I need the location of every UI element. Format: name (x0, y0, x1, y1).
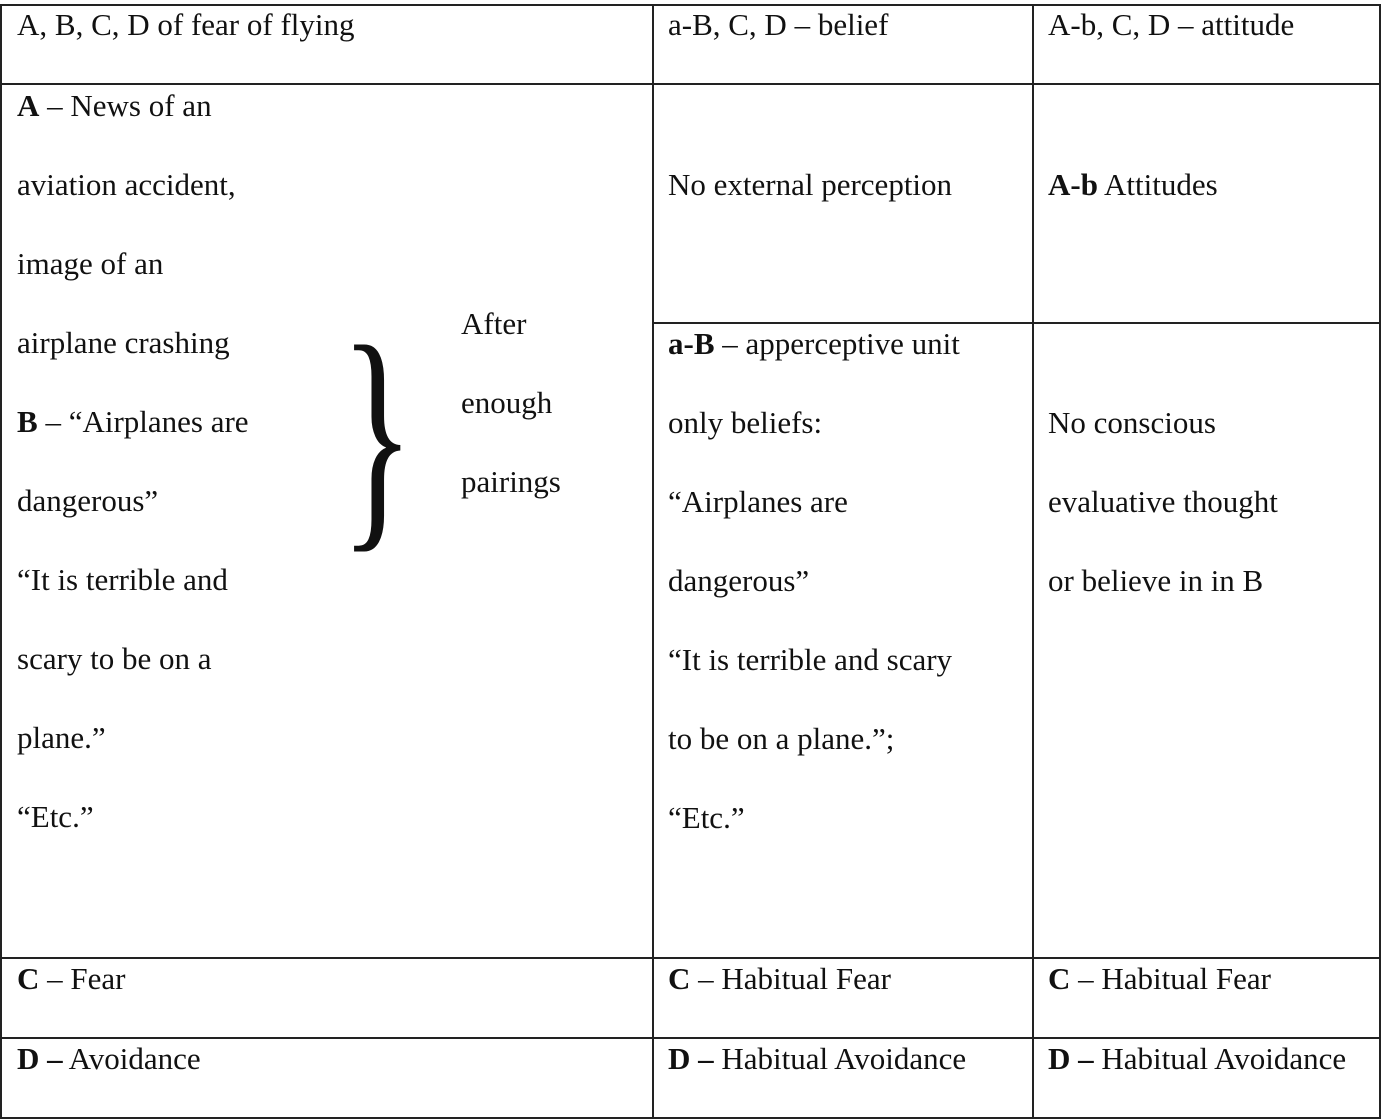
col1-b-line-5: plane.” (17, 720, 106, 755)
col2-lower-cell (668, 304, 960, 857)
col1-b-text: – “Airplanes are (37, 404, 249, 439)
c-row-col2 (668, 959, 891, 999)
after-line-3: pairings (461, 464, 561, 499)
header-col3: A-b, C, D – attitude (1048, 7, 1295, 42)
col2-ab-line-6: to be on a plane.”; (668, 721, 895, 756)
col2-ab-line-4: dangerous” (668, 563, 810, 598)
col3-ab-text: Attitudes (1097, 167, 1218, 202)
col2-ab-label: a-B (668, 326, 715, 361)
col2-ab-line-1 (668, 304, 960, 383)
c-row-col2-text: – Habitual Fear (690, 961, 891, 996)
d-row-col3-text: Habitual Avoidance (1093, 1041, 1347, 1076)
table-divider-col3 (1032, 4, 1034, 1119)
col3-lower-line-3: or believe in in B (1048, 563, 1264, 598)
table-divider-col2 (652, 4, 654, 1119)
c-row-col2-label: C (668, 961, 691, 996)
c-row-col1 (17, 959, 125, 999)
d-row-col1-text: Avoidance (62, 1041, 201, 1076)
d-row-col2-label: D – (668, 1041, 714, 1076)
col3-ab-label: A-b (1048, 167, 1098, 202)
col2-ab-text: – apperceptive unit (714, 326, 960, 361)
c-row-col3 (1048, 959, 1271, 999)
c-row-col3-text: – Habitual Fear (1070, 961, 1271, 996)
col1-b-line-2: dangerous” (17, 483, 159, 518)
c-row-col3-label: C (1048, 961, 1071, 996)
d-row-col3 (1048, 1039, 1346, 1079)
c-row-col1-label: C (17, 961, 40, 996)
col1-b-label: B (17, 404, 38, 439)
d-row-col3-label: D – (1048, 1041, 1094, 1076)
col1-a-label: A (17, 88, 40, 123)
c-row-col1-text: – Fear (39, 961, 126, 996)
col1-b-line-1 (17, 382, 249, 461)
header-col1: A, B, C, D of fear of flying (17, 7, 355, 42)
table-border-left (0, 4, 2, 1119)
col1-body (17, 66, 249, 856)
col2-ab-line-2: only beliefs: (668, 405, 823, 440)
col3-top-cell (1048, 145, 1218, 224)
col1-a-line-2: aviation accident, (17, 167, 236, 202)
col3-lower-cell (1048, 383, 1278, 620)
after-line-1: After (461, 306, 527, 341)
after-line-2: enough (461, 385, 553, 420)
col3-lower-line-1: No conscious (1048, 405, 1216, 440)
col2-top-cell (668, 145, 952, 224)
col1-a-text: – News of an (39, 88, 212, 123)
d-row-col2-text: Habitual Avoidance (713, 1041, 967, 1076)
col2-ab-line-3: “Airplanes are (668, 484, 848, 519)
col1-b-line-6: “Etc.” (17, 799, 94, 834)
col1-b-line-3: “It is terrible and (17, 562, 228, 597)
table-border-bottom (0, 1117, 1381, 1119)
col2-ab-line-7: “Etc.” (668, 800, 745, 835)
d-row-col1-label: D – (17, 1041, 63, 1076)
after-pairings-note (461, 284, 561, 521)
header-col2: a-B, C, D – belief (668, 7, 889, 42)
col2-top-text: No external perception (668, 167, 953, 202)
col1-a-line-3: image of an (17, 246, 164, 281)
col2-ab-line-5: “It is terrible and scary (668, 642, 953, 677)
col3-lower-line-2: evaluative thought (1048, 484, 1278, 519)
col1-a-line-4: airplane crashing (17, 325, 230, 360)
col1-a-line-1 (17, 66, 249, 145)
curly-brace: } (340, 296, 415, 573)
d-row-col1 (17, 1039, 201, 1079)
d-row-col2 (668, 1039, 966, 1079)
col3-attitudes-line (1048, 145, 1218, 224)
col1-b-line-4: scary to be on a (17, 641, 212, 676)
